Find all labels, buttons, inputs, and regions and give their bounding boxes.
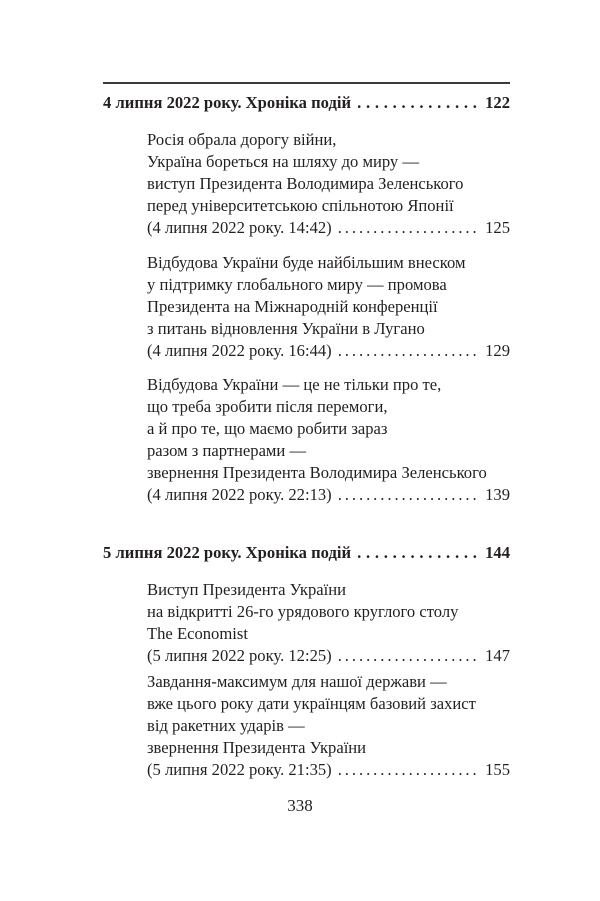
toc-entry[interactable]	[147, 374, 510, 506]
entry-title-line: що треба зробити після перемоги,	[147, 397, 388, 416]
entry-title-line: а й про те, що маємо робити зараз	[147, 419, 388, 438]
section-heading[interactable]	[103, 92, 510, 114]
page-number: 338	[287, 796, 313, 815]
entry-title-line: виступ Президента Володимира Зеленського	[147, 174, 464, 193]
section-heading[interactable]	[103, 542, 510, 564]
entry-date: (4 липня 2022 року. 16:44)	[147, 341, 332, 360]
dot-leader	[357, 92, 479, 114]
entry-title-line: у підтримку глобального миру — промова	[147, 275, 447, 294]
entry-title-line: перед університетською спільнотою Японії	[147, 196, 454, 215]
entry-title-line: The Economist	[147, 624, 248, 643]
top-rule	[103, 82, 510, 84]
entry-title-line: від ракетних ударів —	[147, 716, 305, 735]
dot-leader	[338, 645, 479, 667]
section-title: 5 липня 2022 року. Хроніка подій	[103, 543, 352, 562]
entry-date: (5 липня 2022 року. 12:25)	[147, 646, 332, 665]
entry-title-line: Україна бореться на шляху до миру —	[147, 152, 419, 171]
entry-page: 129	[485, 341, 510, 360]
entry-title-line: Росія обрала дорогу війни,	[147, 130, 337, 149]
entry-title-line: разом з партнерами —	[147, 441, 307, 460]
entry-title-line: Виступ Президента України	[147, 580, 346, 599]
toc-entry[interactable]	[147, 129, 510, 239]
toc-entry[interactable]	[147, 671, 510, 781]
entry-page: 125	[485, 218, 510, 237]
entry-title-line: Президента на Міжнародній конференції	[147, 297, 438, 316]
entry-date: (4 липня 2022 року. 22:13)	[147, 485, 332, 504]
section-page: 122	[485, 93, 510, 112]
entry-title-line: Відбудова України — це не тільки про те,	[147, 375, 442, 394]
entry-title-line: звернення Президента Володимира Зеленського	[147, 463, 487, 482]
entry-date: (5 липня 2022 року. 21:35)	[147, 760, 332, 779]
entry-title-line: Завдання-максимум для нашої держави —	[147, 672, 447, 691]
entry-title-line: звернення Президента України	[147, 738, 367, 757]
dot-leader	[338, 340, 479, 362]
entry-title-line: з питань відновлення України в Лугано	[147, 319, 425, 338]
entry-page: 147	[485, 646, 510, 665]
dot-leader	[338, 217, 479, 239]
entry-date: (4 липня 2022 року. 14:42)	[147, 218, 332, 237]
entry-page: 155	[485, 760, 510, 779]
dot-leader	[338, 759, 479, 781]
section-title: 4 липня 2022 року. Хроніка подій	[103, 93, 352, 112]
entry-page: 139	[485, 485, 510, 504]
entry-title-line: Відбудова України буде найбільшим внеском	[147, 253, 466, 272]
section-page: 144	[485, 543, 510, 562]
entry-title-line: вже цього року дати українцям базовий захист	[147, 694, 476, 713]
toc-entry[interactable]	[147, 579, 510, 667]
toc-entry[interactable]	[147, 252, 510, 362]
entry-title-line: на відкритті 26-го урядового круглого столу	[147, 602, 459, 621]
dot-leader	[338, 484, 479, 506]
dot-leader	[357, 542, 479, 564]
